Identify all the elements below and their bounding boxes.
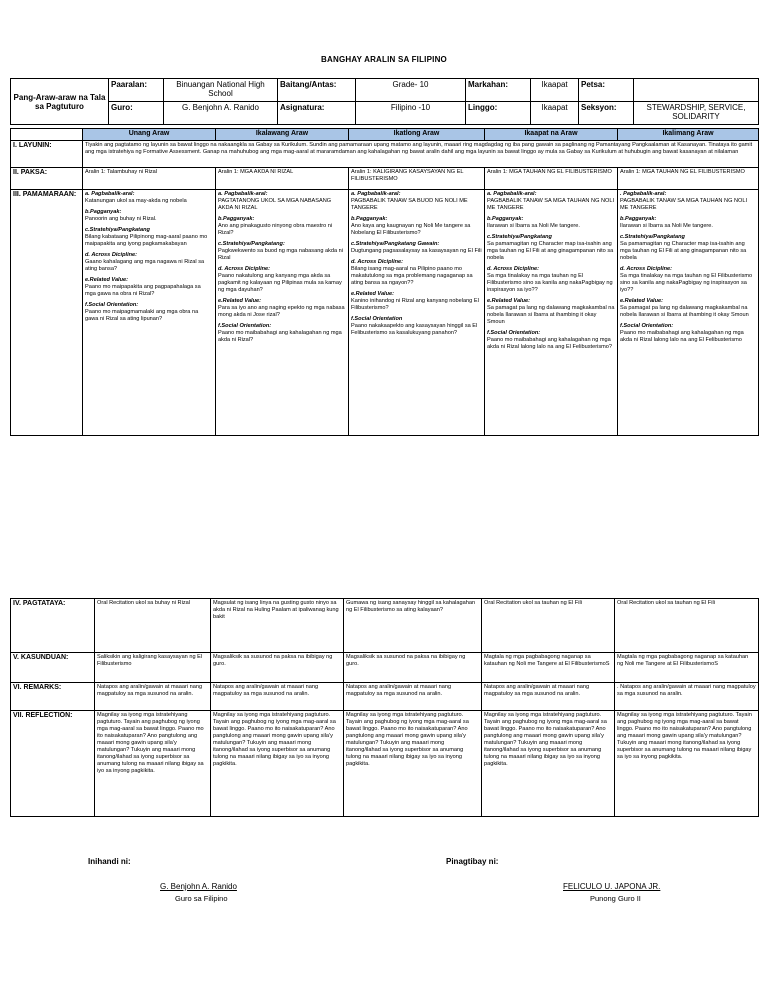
paaralan-label: Paaralan:	[109, 79, 164, 102]
page-title: BANGHAY ARALIN SA FILIPINO	[321, 55, 447, 64]
evaluation-table	[10, 598, 759, 817]
kasunduan-day-5: Magtala ng mga pagbabagong naganap sa katauhan ng Noli me Tangere at El FilibusterismoS	[615, 653, 759, 683]
pamamaraan-day-1	[83, 190, 216, 436]
pamamaraan-step-heading: b.Pagganyak:	[487, 216, 524, 222]
pamamaraan-day-2	[216, 190, 349, 436]
petsa-value	[634, 79, 759, 102]
pamamaraan-step-heading: f.Social Orientation:	[620, 323, 674, 329]
pamamaraan-step-heading: d. Across Dicipline:	[487, 266, 540, 272]
pamamaraan-step-heading: b.Pagganyak:	[218, 216, 255, 222]
asignatura-label: Asignatura:	[278, 102, 356, 125]
baitang-value: Grade- 10	[356, 79, 466, 102]
remarks-day-4: Natapos ang aralin/gawain at maaari nang magpatuloy sa mga susunod na aralin.	[482, 683, 615, 711]
pamamaraan-step-heading: a. Pagbabalik-aral:	[487, 191, 537, 197]
layunin-text: Tiyakin ang pagtatamo ng layunin sa bawat linggo na nakaangkla sa Gabay sa Kurikulum. Sundin ang pamamaraan upang matamo ang layunin, maaari ring magdagdag ng iba pang gawain sa paglinang ng Pamantayang Pangkaalaman at Kasanayan. Tinataya ito gamit ang mga istratehiya ng Formative Assessment. Ganap na mahuhubog ang mga mag-aaral at mararamdaman ang kahalagahan ng bawat aralin dahil ang mga layunin sa bawat linggo ay mula sa Gabay sa Kurikulum at huhubugin ang bawat kasanayan at nilalaman	[83, 141, 759, 168]
pamamaraan-step-heading: d. Across Dicipline:	[218, 266, 271, 272]
pamamaraan-step-heading: e.Related Value:	[85, 277, 129, 283]
paksa-day-3: Aralin 1: KALIGIRANG KASAYSAYAN NG EL FILIBUSTERISMO	[349, 168, 485, 190]
pagtataya-day-5: Oral Recitation ukol sa tauhan ng El Fili	[615, 599, 759, 653]
remarks-day-1: Natapos ang aralin/gawain at maaari nang magpatuloy sa mga susunod na aralin.	[95, 683, 211, 711]
pamamaraan-step-heading: d. Across Dicipline:	[351, 259, 404, 265]
pamamaraan-step-text: Sa pamagat pa lang ng dalawang magkakambal na nobela Ilarawan si Ibarra at ihambing it okay Smoun	[487, 305, 615, 325]
pamamaraan-step-heading: e.Related Value:	[218, 298, 262, 304]
day-header-blank	[11, 129, 83, 141]
reflection-day-1: Magnilay sa iyong mga istratehiyang pagtuturo. Tayain ang paghubog ng iyong mga mag-aaral sa bawat linggo. Paano mo ito naisakatuparan? Ano pangtulong ang maaari mong gawin upang sila'y matulungan? Tukuyin ang maaari mong itanong/ilahad sa iyong superbisor sa anumang tulong na maaari nilang ibigay sa iyo sa inyong pagkikita.	[95, 711, 211, 817]
markahan-label: Markahan:	[466, 79, 531, 102]
pamamaraan-step-heading: e.Related Value:	[351, 291, 395, 297]
remarks-day-5: . Natapos ang aralin/gawain at maaari nang magpatuloy sa mga susunod na aralin.	[615, 683, 759, 711]
pamamaraan-step-heading: e.Related Value:	[620, 298, 664, 304]
pamamaraan-step-text: Sa mga tinalakay na mga tauhan ng El Filibusterismo sino sa kanila ang nakaPagbigay ng inspirasyon sa iyo??	[620, 273, 753, 293]
pamamaraan-step-text: Sa pamamagitan ng Character map isa-isahin ang mga tauhan ng El Fili at ang ginagampanan nito sa nobela	[487, 241, 614, 261]
pamamaraan-step-heading: . Pagbabalik-aral:	[620, 191, 667, 197]
pamamaraan-step-text: Bilang isang mag-aaral na Pilipino paano mo makatutulong sa mga problemang nagaganap sa ating bansa sa ngayon??	[351, 266, 473, 286]
pamamaraan-step-text: Pagkwekwento sa buod ng mga nabasang akda ni Rizal	[218, 248, 344, 261]
pamamaraan-day-5	[618, 190, 759, 436]
petsa-label: Petsa:	[579, 79, 634, 102]
pamamaraan-step-text: Katanungan ukol sa may-akda ng nobela	[85, 198, 187, 204]
pamamaraan-step-text: Paano nakakaapekto ang kasaysayan hinggil sa El Felibusterismo sa kasalukuyang panahon?	[351, 323, 478, 336]
pamamaraan-step-heading: a. Pagbabalik-aral:	[351, 191, 401, 197]
pamamaraan-step-text: Sa pamamagitan ng Character map isa-isahin ang mga tauhan ng El Fili at ang ginagampanan nito sa nobela	[620, 241, 747, 261]
prepared-by-label: Inihandi ni:	[88, 857, 131, 866]
pamamaraan-step-text: Paano mo maipapakita ang pagpapahalaga sa mga gawa na obra ni Rizal?	[85, 284, 201, 297]
kasunduan-label: V. KASUNDUAN:	[11, 653, 95, 683]
remarks-day-3: Natapos ang aralin/gawain at maaari nang magpatuloy sa mga susunod na aralin.	[344, 683, 482, 711]
reflection-day-2: Magnilay sa iyong mga istratehiyang pagtuturo. Tayain ang paghubog ng iyong mga mag-aaral sa bawat linggo. Paano mo ito naisakatuparan? Ano pangtulong ang maaari mong gawin upang sila'y matulungan? Tukuyin ang maaari mong itanong/ilahad sa iyong superbisor sa anumang tulong na maaari nilang ibigay sa iyo sa inyong pagkikita.	[211, 711, 344, 817]
pamamaraan-step-heading: e.Related Value:	[487, 298, 531, 304]
seksyon-value: STEWARDSHIP, SERVICE, SOLIDARITY	[634, 102, 759, 125]
paksa-day-4: Aralin 1: MGA TAUHAN NG EL FILIBUSTERISMO	[485, 168, 618, 190]
layunin-label: I. LAYUNIN:	[11, 141, 83, 168]
pagtataya-day-1: Oral Recitation ukol sa buhay ni Rizal	[95, 599, 211, 653]
header-table	[10, 78, 759, 125]
paksa-label: II. PAKSA:	[11, 168, 83, 190]
pamamaraan-step-heading: f.Social Orientation:	[487, 330, 541, 336]
pamamaraan-step-text: Sa mga tinalakay na mga tauhan ng El Filibusterismo sino sa kanila ang nakaPagbigay ng inspirasyon sa iyo??	[487, 273, 613, 293]
pagtataya-day-4: Oral Recitation ukol sa tauhan ng El Fili	[482, 599, 615, 653]
paksa-day-1: Aralin 1: Talambuhay ni Rizal	[83, 168, 216, 190]
pamamaraan-step-text: Kanino inihandog ni Rizal ang kanyang nobelang El Filibusterismo?	[351, 298, 479, 311]
approved-by-label: Pinagtibay ni:	[446, 857, 499, 866]
pamamaraan-step-heading: f.Social Orientation:	[218, 323, 272, 329]
pamamaraan-step-text: Para sa iyo ano ang naging epekto ng mga nabasa mong akda ni Jose rizal?	[218, 305, 345, 318]
pamamaraan-step-heading: a. Pagbabalik-aral:	[85, 191, 135, 197]
paaralan-value: Binuangan National High School	[164, 79, 278, 102]
pamamaraan-step-heading: c.Stratehiya/Pangkatang:	[218, 241, 285, 247]
paksa-day-2: Aralin 1: MGA AKDA NI RIZAL	[216, 168, 349, 190]
pamamaraan-step-heading: f.Social Orientation:	[85, 302, 139, 308]
reflection-day-3: Magnilay sa iyong mga istratehiyang pagtuturo. Tayain ang paghubog ng iyong mga mag-aaral sa bawat linggo. Paano mo ito naisakatuparan? Ano pangtulong ang maaari mong gawin upang sila'y matulungan? Tukuyin ang maaari mong itanong/ilahad sa iyong superbisor sa anumang tulong na maaari nilang ibigay sa iyo sa inyong pagkikita.	[344, 711, 482, 817]
pamamaraan-step-heading: b.Pagganyak:	[85, 209, 122, 215]
pamamaraan-step-text: Paano nakatulong ang kanyang mga akda sa pagkamit ng kalayaan ng Pilipinas mula sa kamay ng mga dayuhan?	[218, 273, 342, 293]
guro-value: G. Benjohn A. Ranido	[164, 102, 278, 125]
seksyon-label: Seksyon:	[579, 102, 634, 125]
kasunduan-day-2: Magsaliksik sa susunod na paksa na ibibigay ng guro.	[211, 653, 344, 683]
pagtataya-day-3: Gumawa ng isang sanaysay hinggil sa kahalagahan ng El Filibusterismo sa ating kalayaan?	[344, 599, 482, 653]
baitang-label: Baitang/Antas:	[278, 79, 356, 102]
kasunduan-day-3: Magsaliksik sa susunod na paksa na ibibigay ng guro.	[344, 653, 482, 683]
pamamaraan-step-text: Ano kaya ang kaugnayan ng Noli Me tangere sa Nobelang El Filibusterismo?	[351, 223, 471, 236]
day-header-1: Unang Araw	[83, 129, 216, 141]
guro-label: Guro:	[109, 102, 164, 125]
pamamaraan-step-heading: c.Stratehiya/Pangkatang Gawain:	[351, 241, 440, 247]
linggo-value: Ikaapat	[531, 102, 579, 125]
day-header-5: Ikalimang Araw	[618, 129, 759, 141]
pamamaraan-step-heading: f.Social Orientation	[351, 316, 403, 322]
pamamaraan-step-text: Panoorin ang buhay ni Rizal.	[85, 216, 157, 222]
pamamaraan-step-text: Gaano kahalagang ang mga nagawa ni Rizal sa ating bansa?	[85, 259, 205, 272]
reflection-day-5: Magnilay sa iyong mga istratehiyang pagtuturo. Tayain ang paghubog ng iyong mga mag-aaral sa bawat linggo. Paano mo ito naisakatuparan? Ano pangtulong ang maaari mong gawin upang sila'y matulungan? Tukuyin ang maaari mong itanong/ilahad sa iyong superbisor sa anumang tulong na maaari nilang ibigay sa iyo sa inyong pagkikita.	[615, 711, 759, 817]
pagtataya-label: IV. PAGTATAYA:	[11, 599, 95, 653]
day-header-2: Ikalawang Araw	[216, 129, 349, 141]
pamamaraan-step-text: Paano mo maibabahagi ang kahalagahan ng mga akda ni Rizal?	[218, 330, 342, 343]
pamamaraan-step-text: Dugtungang pagsasalaysay sa kasaysayan ng El Fili	[351, 248, 482, 254]
linggo-label: Linggo:	[466, 102, 531, 125]
pamamaraan-step-text: PAGBABALIK TANAW SA MGA TAUHAN NG NOLI ME TANGERE	[620, 198, 748, 211]
pagtataya-day-2: Magsulat ng isang linya na gusting gusto ninyo sa akda ni Rizal na Huling Paalam at ipaliwanag kung bakit	[211, 599, 344, 653]
pamamaraan-step-text: Paano mo maibabahagi ang kahalagahan ng mga akda ni Rizal lalong lalo na ang El Felibusterismo?	[487, 337, 612, 350]
pamamaraan-step-heading: c.Stratehiya/Pangkatang	[620, 234, 685, 240]
pamamaraan-step-heading: b.Pagganyak:	[620, 216, 657, 222]
header-left-label: Pang-Araw-araw na Tala sa Pagtuturo	[11, 79, 109, 125]
asignatura-value: Filipino -10	[356, 102, 466, 125]
prepared-by-name: G. Benjohn A. Ranido	[160, 882, 237, 891]
paksa-day-5: Aralin 1: MGA TAUHAN NG EL FILIBUSTERISMO	[618, 168, 759, 190]
pamamaraan-step-text: Paano mo maibabahagi ang kahalagahan ng mga akda ni Rizal lalong lalo na ang El Felibusterismo	[620, 330, 744, 343]
pamamaraan-step-heading: a. Pagbabalik-aral:	[218, 191, 268, 197]
pamamaraan-step-heading: d. Across Dicipline:	[85, 252, 138, 258]
pamamaraan-step-text: PAGBABALIK TANAW SA BUOD NG NOLI ME TANGERE	[351, 198, 468, 211]
reflection-label: VII. REFLECTION:	[11, 711, 95, 817]
day-header-3: Ikatlong Araw	[349, 129, 485, 141]
pamamaraan-step-text: Sa pamagat pa lang ng dalawang magkakambal na nobela Ilarawan si Ibarra at ihambing it okay Smoun	[620, 305, 749, 318]
day-header-4: Ikaapat na Araw	[485, 129, 618, 141]
kasunduan-day-4: Magtala ng mga pagbabagong naganap sa katauhan ng Noli me Tangere at El FilibusterismoS	[482, 653, 615, 683]
pamamaraan-step-text: PAGTATANONG UKOL SA MGA NABASANG AKDA NI RIZAL	[218, 198, 332, 211]
pamamaraan-day-4	[485, 190, 618, 436]
pamamaraan-step-heading: c.Stratehiya/Pangkatang	[487, 234, 552, 240]
pamamaraan-step-heading: b.Pagganyak:	[351, 216, 388, 222]
pamamaraan-step-text: Bilang kabataang Pilipinong mag-aaral paano mo maipapakita ang iyong pagkamakabayan	[85, 234, 208, 247]
prepared-by-title: Guro sa Filipino	[175, 894, 228, 903]
pamamaraan-step-text: Paano mo maipagmamalaki ang mga obra na gawa ni Rizal sa ating lipunan?	[85, 309, 199, 322]
kasunduan-day-1: Saliksikin ang kaligirang kasaysayan ng El Filibusterismo	[95, 653, 211, 683]
pamamaraan-step-text: Ilarawan si Ibarra sa Noli Me tangere.	[620, 223, 713, 229]
remarks-label: VI. REMARKS:	[11, 683, 95, 711]
pamamaraan-day-3	[349, 190, 485, 436]
approved-by-title: Punong Guro II	[590, 894, 641, 903]
pamamaraan-step-heading: c.Stratehiya/Pangkatang	[85, 227, 150, 233]
pamamaraan-step-text: PAGBABALIK TANAW SA MGA TAUHAN NG NOLI ME TANGERE	[487, 198, 615, 211]
pamamaraan-step-text: Ano ang pinakagusto ninyong obra maestro ni Rizal?	[218, 223, 333, 236]
reflection-day-4: Magnilay sa iyong mga istratehiyang pagtuturo. Tayain ang paghubog ng iyong mga mag-aaral sa bawat linggo. Paano mo ito naisakatuparan? Ano pangtulong ang maaari mong gawin upang sila'y matulungan? Tukuyin ang maaari mong itanong/ilahad sa iyong superbisor sa anumang tulong na maaari nilang ibigay sa iyo sa inyong pagkikita.	[482, 711, 615, 817]
pamamaraan-step-heading: d. Across Dicipline:	[620, 266, 673, 272]
pamamaraan-step-text: Ilarawan si Ibarra sa Noli Me tangere.	[487, 223, 580, 229]
pamamaraan-label: III. PAMAMARAAN:	[11, 190, 83, 436]
approved-by-name: FELICULO U. JAPONA JR.	[563, 882, 661, 891]
lesson-plan-table	[10, 128, 759, 436]
remarks-day-2: Natapos ang aralin/gawain at maaari nang magpatuloy sa mga susunod na aralin.	[211, 683, 344, 711]
markahan-value: Ikaapat	[531, 79, 579, 102]
